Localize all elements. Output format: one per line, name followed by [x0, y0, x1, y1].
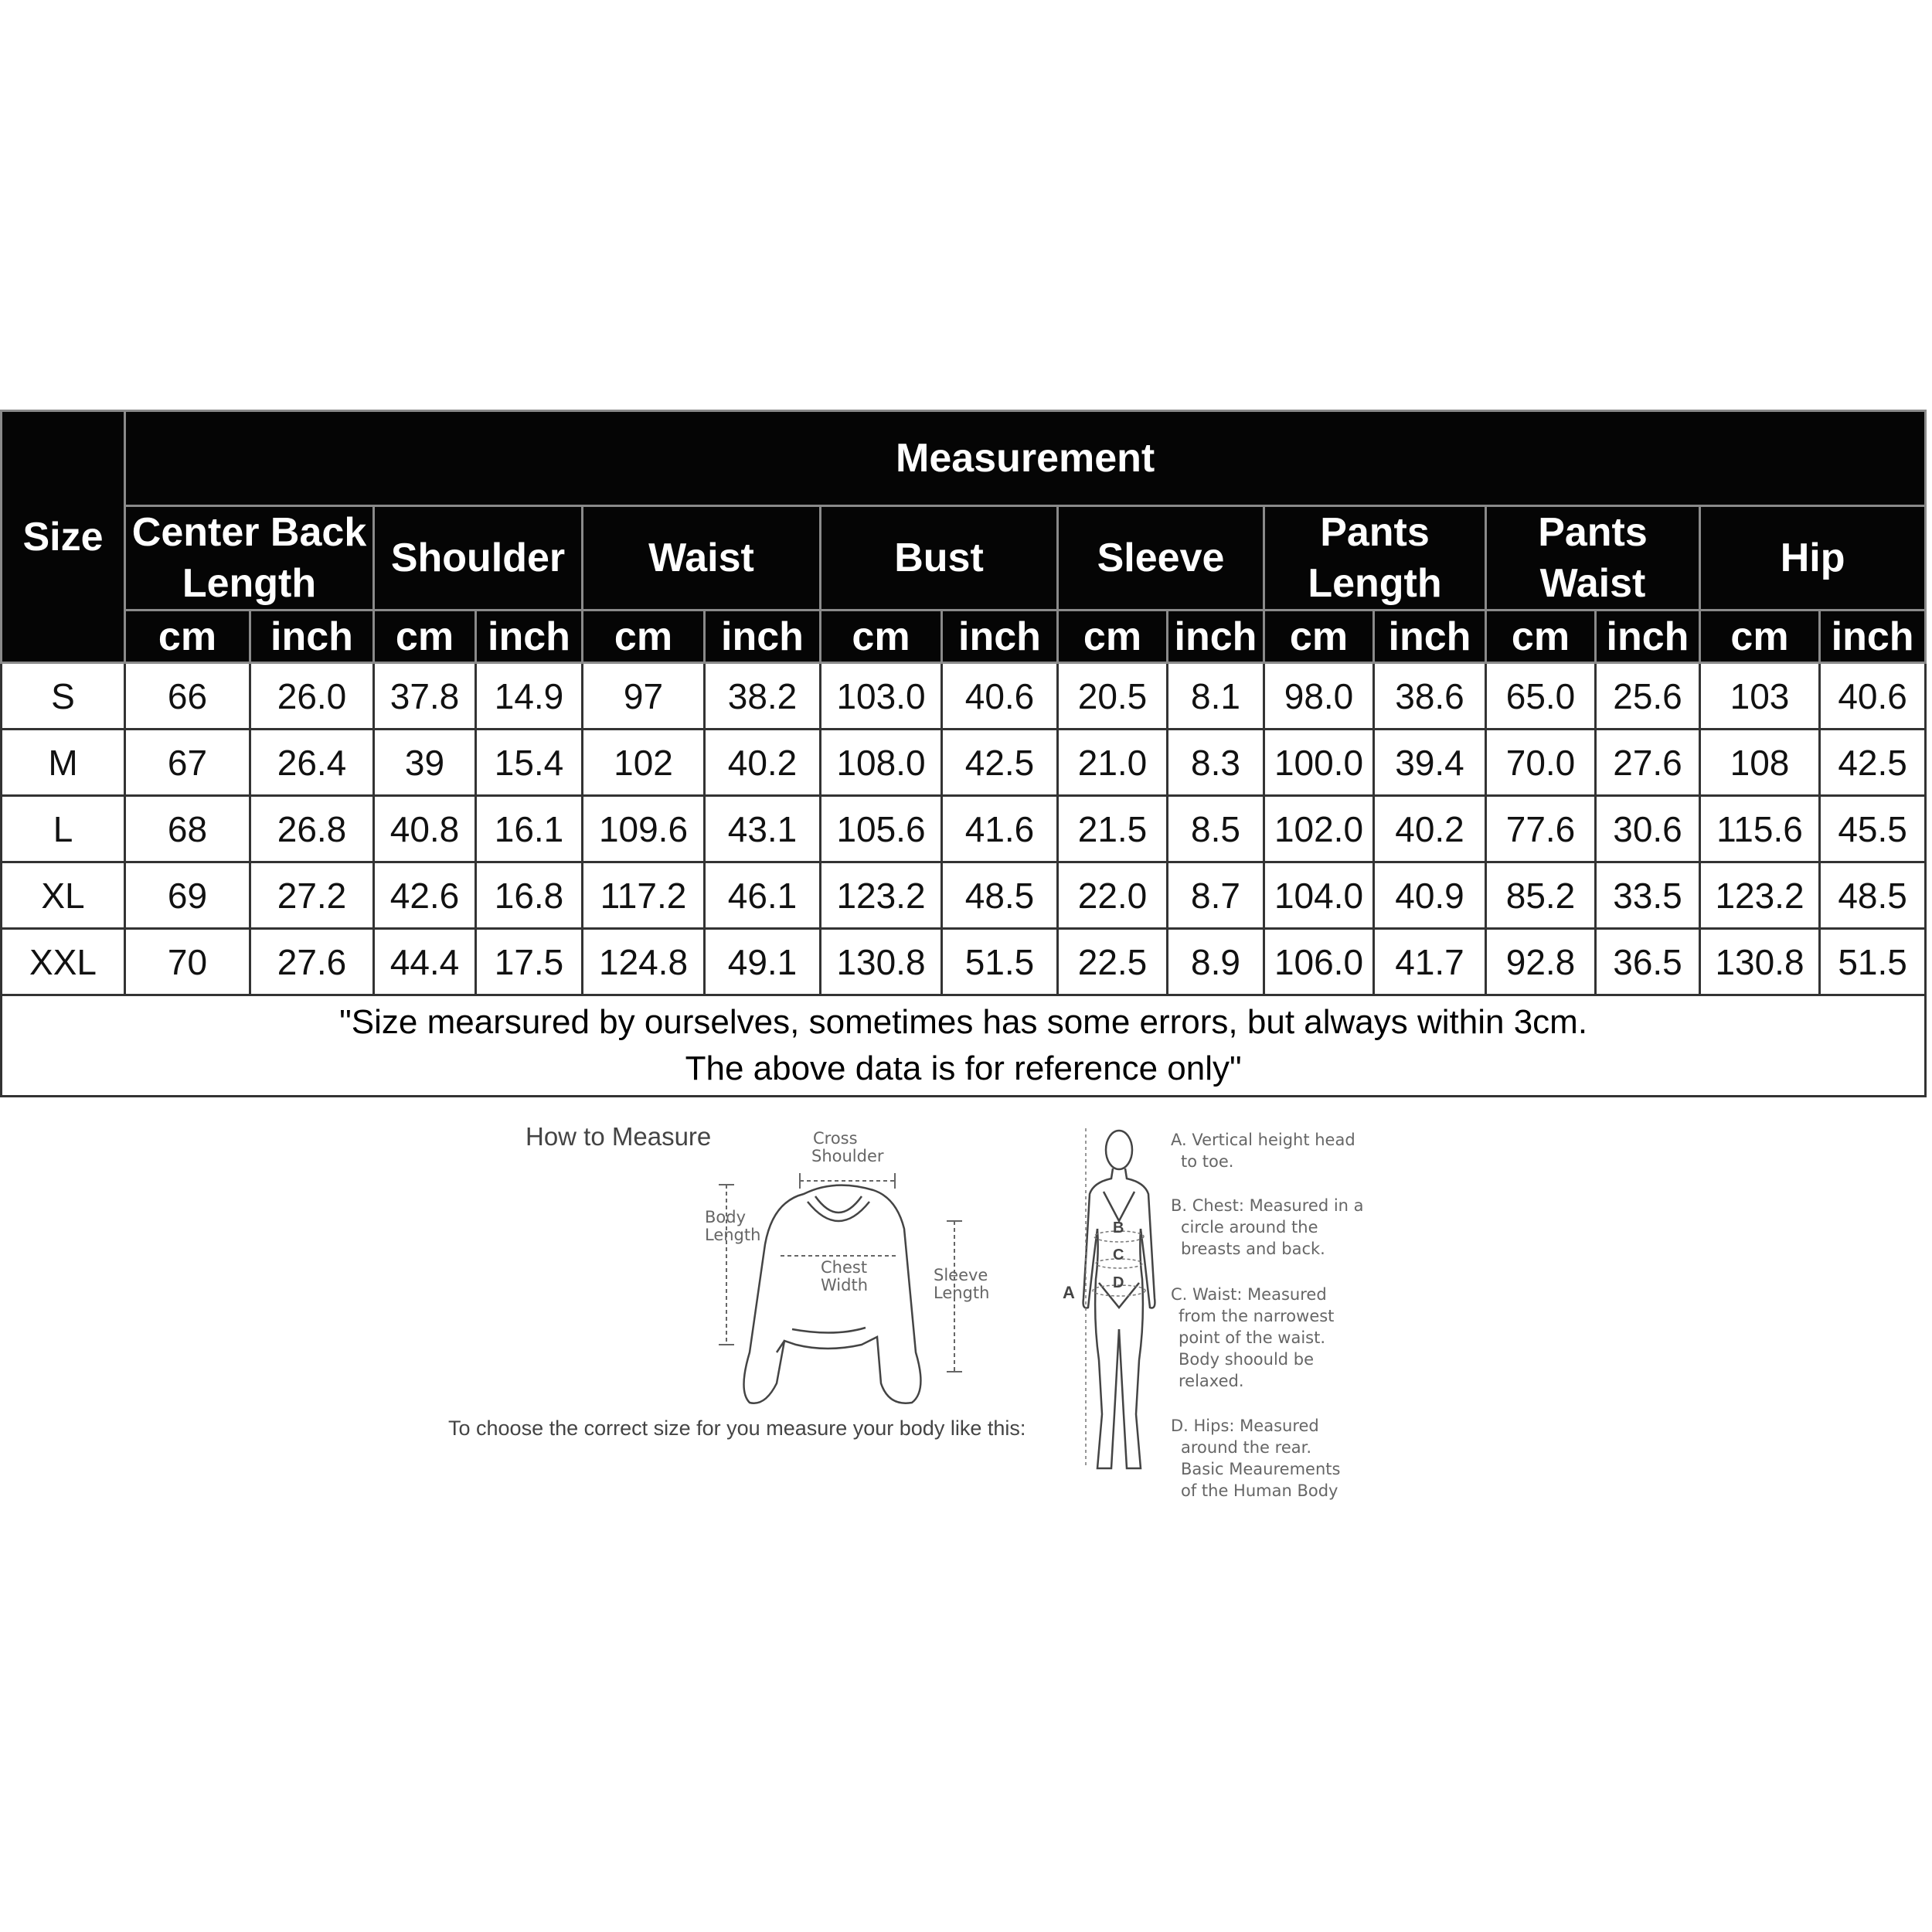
measurement-cell: 49.1 — [705, 929, 821, 995]
chest-width-label-1: Chest — [821, 1258, 868, 1277]
measurement-cell: 130.8 — [821, 929, 942, 995]
how-to-measure-guide — [433, 1105, 1391, 1522]
sleeve-length-label-2: Length — [934, 1284, 990, 1302]
measurement-cell: 45.5 — [1820, 796, 1926, 862]
measurement-cell: 38.2 — [705, 663, 821, 730]
guide-title: How to Measure — [526, 1122, 712, 1151]
measurement-cell: 42.6 — [374, 862, 476, 929]
note-d-line-2: around the rear. — [1181, 1438, 1311, 1457]
body-length-label-1: Body — [705, 1208, 747, 1226]
measurement-cell: 103.0 — [821, 663, 942, 730]
column-group-header — [1264, 506, 1486, 611]
size-chart-table — [0, 410, 1927, 1097]
measurement-cell: 37.8 — [374, 663, 476, 730]
column-group-label: Pants — [1538, 510, 1648, 555]
measurement-cell: 26.4 — [250, 730, 374, 796]
measurement-cell: 106.0 — [1264, 929, 1374, 995]
note-c-line-2: from the narrowest — [1179, 1307, 1335, 1325]
measurement-cell: 40.8 — [374, 796, 476, 862]
measurement-cell: 85.2 — [1486, 862, 1596, 929]
measurement-cell: 15.4 — [476, 730, 583, 796]
unit-cm-header: cm — [821, 611, 942, 663]
column-group-label: Waist — [1539, 561, 1646, 606]
measure-illustration — [433, 1105, 1391, 1522]
measurement-cell: 41.7 — [1374, 929, 1486, 995]
cross-shoulder-label-2: Shoulder — [811, 1147, 884, 1165]
measurement-cell: 51.5 — [942, 929, 1058, 995]
unit-inch-header: inch — [1596, 611, 1700, 663]
measurement-cell: 103 — [1700, 663, 1820, 730]
measurement-cell: 27.2 — [250, 862, 374, 929]
measurement-cell: 102 — [583, 730, 705, 796]
measurement-cell: 43.1 — [705, 796, 821, 862]
measurement-cell: 42.5 — [942, 730, 1058, 796]
unit-inch-header: inch — [705, 611, 821, 663]
measurement-cell: 97 — [583, 663, 705, 730]
measurement-cell: 40.9 — [1374, 862, 1486, 929]
column-group-label: Length — [1308, 561, 1442, 606]
unit-cm-header: cm — [1486, 611, 1596, 663]
marker-d: D — [1113, 1274, 1124, 1291]
unit-cm-header: cm — [1264, 611, 1374, 663]
size-header: Size — [2, 411, 125, 663]
unit-inch-header: inch — [942, 611, 1058, 663]
measurement-cell: 108.0 — [821, 730, 942, 796]
measurement-cell: 36.5 — [1596, 929, 1700, 995]
measurement-cell: 104.0 — [1264, 862, 1374, 929]
note-a-line-1: A. Vertical height head — [1171, 1131, 1355, 1149]
measurement-cell: 40.2 — [1374, 796, 1486, 862]
marker-a: A — [1063, 1283, 1075, 1302]
column-group-label: Hip — [1780, 536, 1845, 580]
measurement-cell: 44.4 — [374, 929, 476, 995]
measurement-cell: 70 — [125, 929, 250, 995]
measurement-header: Measurement — [125, 411, 1926, 506]
size-cell: XXL — [2, 929, 125, 995]
measurement-cell: 27.6 — [250, 929, 374, 995]
measurement-cell: 123.2 — [821, 862, 942, 929]
measurement-cell: 30.6 — [1596, 796, 1700, 862]
measurement-cell: 105.6 — [821, 796, 942, 862]
measurement-cell: 77.6 — [1486, 796, 1596, 862]
cross-shoulder-label-1: Cross — [813, 1129, 858, 1148]
note-b-line-1: B. Chest: Measured in a — [1171, 1196, 1364, 1215]
column-group-label: Shoulder — [390, 536, 566, 580]
table-row — [2, 730, 1926, 796]
marker-c: C — [1113, 1247, 1124, 1264]
measurement-cell: 102.0 — [1264, 796, 1374, 862]
measurement-cell: 46.1 — [705, 862, 821, 929]
measurement-cell: 8.3 — [1168, 730, 1264, 796]
unit-inch-header: inch — [1168, 611, 1264, 663]
measurement-cell: 48.5 — [942, 862, 1058, 929]
measurement-cell: 124.8 — [583, 929, 705, 995]
unit-inch-header: inch — [1820, 611, 1926, 663]
measurement-cell: 39 — [374, 730, 476, 796]
size-cell: XL — [2, 862, 125, 929]
column-group-header — [374, 506, 583, 611]
measure-notes — [1171, 1131, 1364, 1500]
column-group-header — [1058, 506, 1264, 611]
measurement-cell: 100.0 — [1264, 730, 1374, 796]
measurement-cell: 66 — [125, 663, 250, 730]
measurement-cell: 68 — [125, 796, 250, 862]
unit-cm-header: cm — [583, 611, 705, 663]
measurement-cell: 123.2 — [1700, 862, 1820, 929]
size-cell: L — [2, 796, 125, 862]
measurement-cell: 27.6 — [1596, 730, 1700, 796]
body-length-label-2: Length — [705, 1226, 761, 1244]
measurement-cell: 26.0 — [250, 663, 374, 730]
measurement-cell: 40.6 — [942, 663, 1058, 730]
unit-inch-header: inch — [476, 611, 583, 663]
column-group-header — [821, 506, 1058, 611]
size-cell: M — [2, 730, 125, 796]
body-figure-icon — [1083, 1128, 1155, 1468]
measurement-cell: 16.1 — [476, 796, 583, 862]
unit-cm-header: cm — [374, 611, 476, 663]
column-group-header — [583, 506, 821, 611]
note-c-line-4: Body shoould be — [1179, 1350, 1315, 1369]
note-b-line-2: circle around the — [1181, 1218, 1318, 1236]
unit-cm-header: cm — [1700, 611, 1820, 663]
measurement-cell: 67 — [125, 730, 250, 796]
chest-width-label-2: Width — [821, 1276, 869, 1294]
guide-instruction: To choose the correct size for you measure your body like this: — [448, 1417, 1026, 1440]
unit-cm-header: cm — [125, 611, 250, 663]
measurement-cell: 17.5 — [476, 929, 583, 995]
measurement-cell: 130.8 — [1700, 929, 1820, 995]
measurement-cell: 8.9 — [1168, 929, 1264, 995]
column-group-label: Length — [182, 561, 317, 606]
measurement-cell: 69 — [125, 862, 250, 929]
marker-b: B — [1113, 1219, 1124, 1236]
measurement-cell: 109.6 — [583, 796, 705, 862]
measurement-cell: 70.0 — [1486, 730, 1596, 796]
unit-cm-header: cm — [1058, 611, 1168, 663]
measurement-cell: 8.5 — [1168, 796, 1264, 862]
note-c-line-3: point of the waist. — [1179, 1328, 1326, 1347]
measurement-cell: 48.5 — [1820, 862, 1926, 929]
note-c-line-5: relaxed. — [1179, 1372, 1244, 1390]
column-group-label: Waist — [648, 536, 754, 580]
disclaimer-note — [2, 995, 1926, 1097]
table-row — [2, 663, 1926, 730]
measurement-cell: 115.6 — [1700, 796, 1820, 862]
measurement-cell: 8.1 — [1168, 663, 1264, 730]
measurement-cell: 26.8 — [250, 796, 374, 862]
column-group-header — [1486, 506, 1700, 611]
note-d-line-3: Basic Meaurements — [1181, 1460, 1341, 1478]
measurement-cell: 40.2 — [705, 730, 821, 796]
column-group-label: Pants — [1320, 510, 1430, 555]
size-cell: S — [2, 663, 125, 730]
measurement-cell: 14.9 — [476, 663, 583, 730]
measurement-cell: 8.7 — [1168, 862, 1264, 929]
column-group-label: Center Back — [131, 510, 367, 555]
measurement-cell: 20.5 — [1058, 663, 1168, 730]
measurement-cell: 41.6 — [942, 796, 1058, 862]
column-group-header — [1700, 506, 1926, 611]
measurement-cell: 117.2 — [583, 862, 705, 929]
column-group-label: Bust — [894, 536, 984, 580]
measurement-cell: 108 — [1700, 730, 1820, 796]
measurement-cell: 65.0 — [1486, 663, 1596, 730]
table-row — [2, 929, 1926, 995]
measurement-cell: 98.0 — [1264, 663, 1374, 730]
measurement-cell: 39.4 — [1374, 730, 1486, 796]
measurement-cell: 21.0 — [1058, 730, 1168, 796]
measurement-cell: 40.6 — [1820, 663, 1926, 730]
note-b-line-3: breasts and back. — [1181, 1240, 1325, 1258]
unit-inch-header: inch — [250, 611, 374, 663]
measurement-cell: 42.5 — [1820, 730, 1926, 796]
sleeve-length-label-1: Sleeve — [934, 1266, 988, 1284]
measurement-cell: 38.6 — [1374, 663, 1486, 730]
table-row — [2, 862, 1926, 929]
measurement-cell: 92.8 — [1486, 929, 1596, 995]
measurement-cell: 51.5 — [1820, 929, 1926, 995]
column-group-header — [125, 506, 374, 611]
measurement-cell: 21.5 — [1058, 796, 1168, 862]
note-a-line-2: to toe. — [1181, 1152, 1234, 1171]
disclaimer-line-1: "Size mearsured by ourselves, sometimes has some errors, but always within 3cm. — [339, 1003, 1588, 1041]
measurement-cell: 33.5 — [1596, 862, 1700, 929]
measurement-cell: 25.6 — [1596, 663, 1700, 730]
note-d-line-4: of the Human Body — [1181, 1481, 1338, 1500]
table-row — [2, 796, 1926, 862]
unit-inch-header: inch — [1374, 611, 1486, 663]
column-group-label: Sleeve — [1097, 536, 1225, 580]
note-d-line-1: D. Hips: Measured — [1171, 1417, 1319, 1435]
measurement-cell: 16.8 — [476, 862, 583, 929]
measurement-cell: 22.5 — [1058, 929, 1168, 995]
disclaimer-line-2: The above data is for reference only" — [685, 1049, 1242, 1087]
measurement-cell: 22.0 — [1058, 862, 1168, 929]
note-c-line-1: C. Waist: Measured — [1171, 1285, 1327, 1304]
